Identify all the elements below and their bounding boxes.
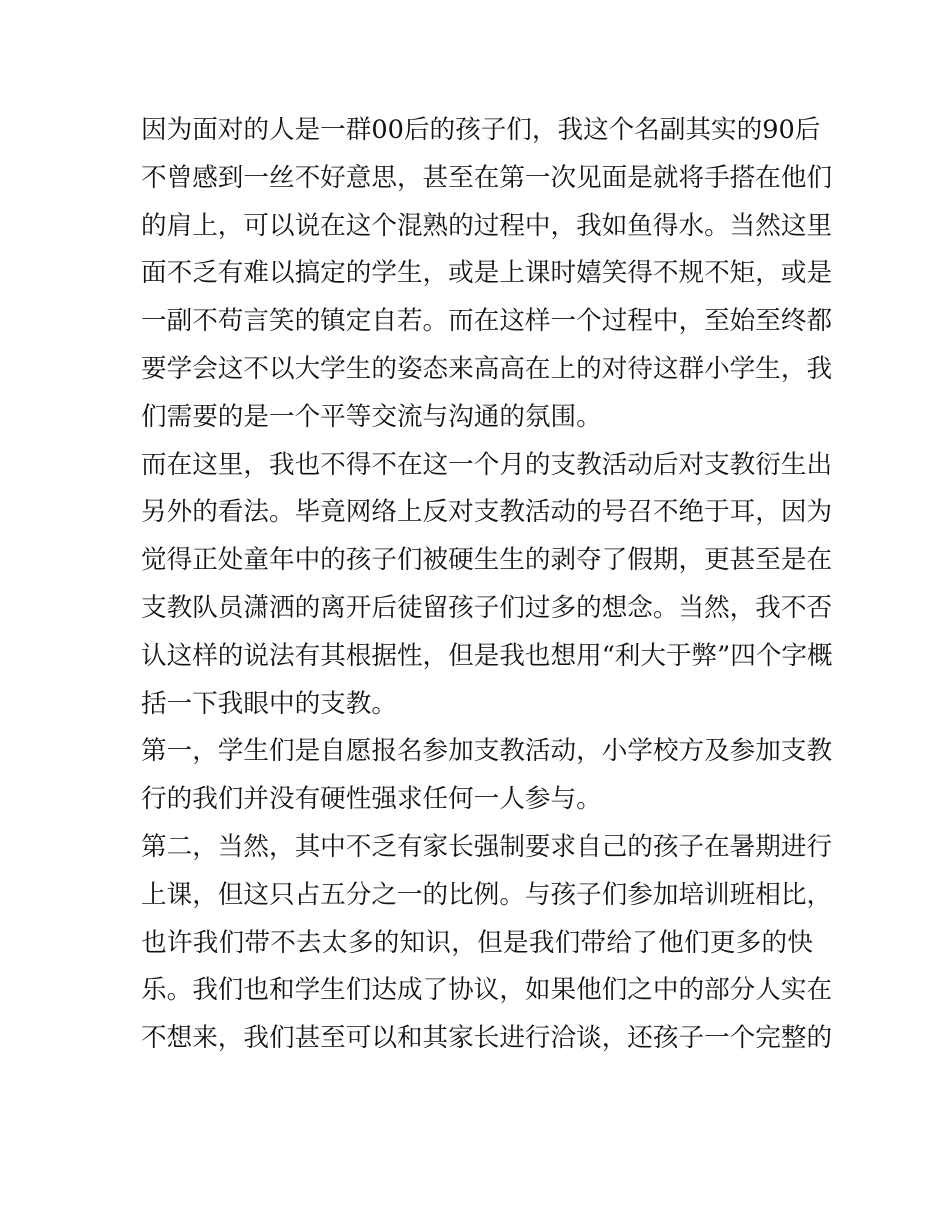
text-line: 另外的看法。毕竟网络上反对支教活动的号召不绝于耳，因为 — [141, 497, 833, 528]
text-line: 乐。我们也和学生们达成了协议，如果他们之中的部分人实在 — [141, 975, 833, 1006]
text-line: 面不乏有难以搞定的学生，或是上课时嬉笑得不规不矩，或是 — [141, 258, 833, 289]
text-line: 第一，学生们是自愿报名参加支教活动，小学校方及参加支教 — [141, 736, 833, 767]
text-line: 不曾感到一丝不好意思，甚至在第一次见面是就将手搭在他们 — [141, 162, 833, 193]
text-line: 上课，但这只占五分之一的比例。与孩子们参加培训班相比， — [141, 879, 833, 910]
text-line: 也许我们带不去太多的知识，但是我们带给了他们更多的快 — [141, 927, 813, 958]
text-line: 认这样的说法有其根据性，但是我也想用“利大于弊”四个字概 — [141, 640, 833, 671]
text-line: 们需要的是一个平等交流与沟通的氛围。 — [141, 401, 602, 432]
text-line: 不想来，我们甚至可以和其家长进行洽谈，还孩子一个完整的 — [141, 1023, 833, 1054]
text-line: 一副不苟言笑的镇定自若。而在这样一个过程中，至始至终都 — [141, 306, 833, 337]
text-line: 觉得正处童年中的孩子们被硬生生的剥夺了假期，更甚至是在 — [141, 545, 833, 576]
text-line: 行的我们并没有硬性强求任何一人参与。 — [141, 784, 602, 815]
text-line: 而在这里，我也不得不在这一个月的支教活动后对支教衍生出 — [141, 449, 833, 480]
text-line: 第二，当然，其中不乏有家长强制要求自己的孩子在暑期进行 — [141, 831, 833, 862]
text-line: 括一下我眼中的支教。 — [141, 688, 397, 719]
body-text — [141, 107, 833, 1063]
text-line: 支教队员潇洒的离开后徒留孩子们过多的想念。当然，我不否 — [141, 592, 833, 623]
text-line: 因为面对的人是一群00后的孩子们，我这个名副其实的90后 — [141, 115, 821, 145]
text-line: 的肩上，可以说在这个混熟的过程中，我如鱼得水。当然这里 — [141, 210, 833, 241]
text-line: 要学会这不以大学生的姿态来高高在上的对待这群小学生，我 — [141, 353, 833, 384]
